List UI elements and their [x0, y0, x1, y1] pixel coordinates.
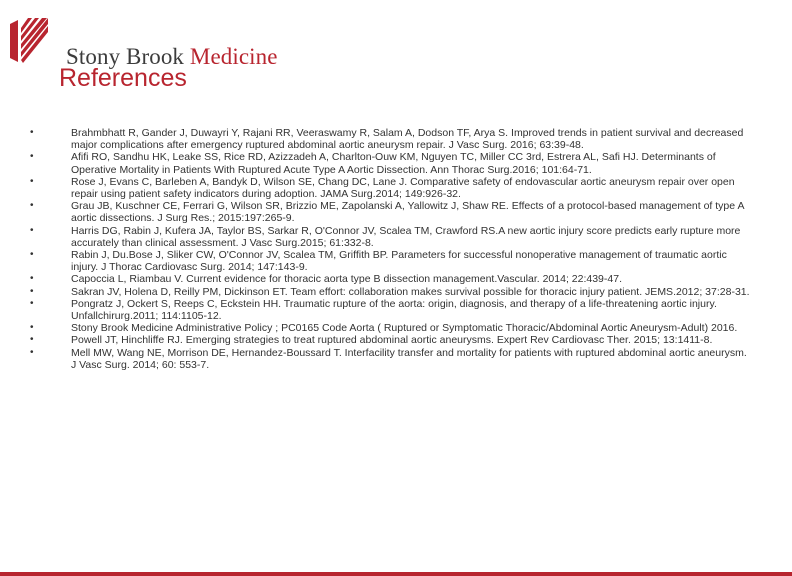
reference-item — [30, 347, 750, 371]
reference-item — [30, 200, 750, 224]
bullet-icon: • — [30, 273, 34, 285]
bullet-icon: • — [30, 322, 34, 334]
reference-text: Pongratz J, Ockert S, Reeps C, Eckstein HH. Traumatic rupture of the aorta: origin, diagnosis, and therapy of a life-threatening aortic injury. Unfallchirurg.2011; 114:1105-12. — [71, 297, 717, 323]
reference-text: Rabin J, Du.Bose J, Sliker CW, O'Connor JV, Scalea TM, Griffith BP. Parameters for successful nonoperative management of traumatic aortic injury. J Thorac Cardiovasc Surg. 2014; 147:143-9. — [71, 249, 727, 274]
bullet-icon: • — [30, 151, 34, 163]
shield-stripes-icon — [8, 16, 54, 66]
bullet-icon: • — [30, 334, 34, 346]
reference-item — [30, 334, 750, 346]
reference-item — [30, 225, 750, 249]
reference-text: Stony Brook Medicine Administrative Policy ; PC0165 Code Aorta ( Ruptured or Symptomatic Thoracic/Abdominal Aortic Aneurysm-Adult) 2016. — [71, 322, 738, 335]
reference-item — [30, 249, 750, 273]
reference-list — [30, 127, 750, 371]
reference-item — [30, 151, 750, 175]
reference-text: Sakran JV, Holena D, Reilly PM, Dickinson ET. Team effort: collaboration makes survival possible for thoracic injury patient. JEMS.2012; 37:28-31. — [71, 285, 750, 298]
bullet-icon: • — [30, 297, 34, 309]
bottom-accent-bar — [0, 572, 792, 576]
brand-name: Stony Brook — [66, 44, 185, 69]
bullet-icon: • — [30, 249, 34, 261]
reference-text: Powell JT, Hinchliffe RJ. Emerging strategies to treat ruptured abdominal aortic aneurysms. Expert Rev Cardiovasc Ther. 2015; 13:1411-8. — [71, 334, 713, 347]
reference-text: Rose J, Evans C, Barleben A, Bandyk D, Wilson SE, Chang DC, Lane J. Comparative safety of endovascular aortic aneurysm repair over open repair using patient safety indicators during adoption. JAMA Surg.2014; 149:926-32. — [71, 175, 735, 201]
reference-item — [30, 286, 750, 298]
stony-brook-medicine-logo — [8, 16, 298, 69]
reference-item — [30, 273, 750, 285]
reference-text: Brahmbhatt R, Gander J, Duwayri Y, Rajani RR, Veeraswamy R, Salam A, Dodson TF, Arya S. Improved trends in patient survival and decreased major complications after emergency ruptured abdominal aortic aneurysm repair. J Vasc Surg. 2016; 63:39-48. — [71, 127, 744, 152]
bullet-icon: • — [30, 127, 34, 138]
bullet-icon: • — [30, 224, 34, 236]
bullet-icon: • — [30, 200, 34, 212]
reference-text: Harris DG, Rabin J, Kufera JA, Taylor BS, Sarkar R, O'Connor JV, Scalea TM, Crawford RS.A new aortic injury score predicts early rupture more accurately than clinical assessment. J Vasc Surg.2015; 61:332-8. — [71, 224, 741, 249]
reference-text: Grau JB, Kuschner CE, Ferrari G, Wilson SR, Brizzio ME, Zapolanski A, Yallowitz J, Shaw RE. Effects of a protocol-based management of type A aortic dissections. J Surg Res.; 2015:197:265-9. — [71, 200, 744, 225]
reference-item — [30, 176, 750, 200]
bullet-icon: • — [30, 285, 34, 297]
reference-text: Mell MW, Wang NE, Morrison DE, Hernandez-Boussard T. Interfacility transfer and mortality for patients with ruptured abdominal aortic aneurysm. J Vasc Surg. 2014; 60: 553-7. — [71, 346, 747, 371]
reference-text: Capoccia L, Riambau V. Current evidence for thoracic aorta type B dissection management.Vascular. 2014; 22:439-47. — [71, 273, 622, 286]
bullet-icon: • — [30, 346, 34, 358]
brand-accent: Medicine — [189, 44, 278, 69]
reference-item — [30, 322, 750, 334]
reference-item — [30, 298, 750, 322]
bullet-icon: • — [30, 175, 34, 187]
reference-text: Afifi RO, Sandhu HK, Leake SS, Rice RD, Azizzadeh A, Charlton-Ouw KM, Nguyen TC, Miller CC 3rd, Estrera AL, Safi HJ. Determinants of Operative Mortality in Patients With Ruptured Acute Type A Aortic Dissection. Ann Thorac Surg.2016; 101:64-71. — [71, 151, 716, 176]
page-title: References — [59, 64, 187, 92]
reference-item — [30, 127, 750, 151]
